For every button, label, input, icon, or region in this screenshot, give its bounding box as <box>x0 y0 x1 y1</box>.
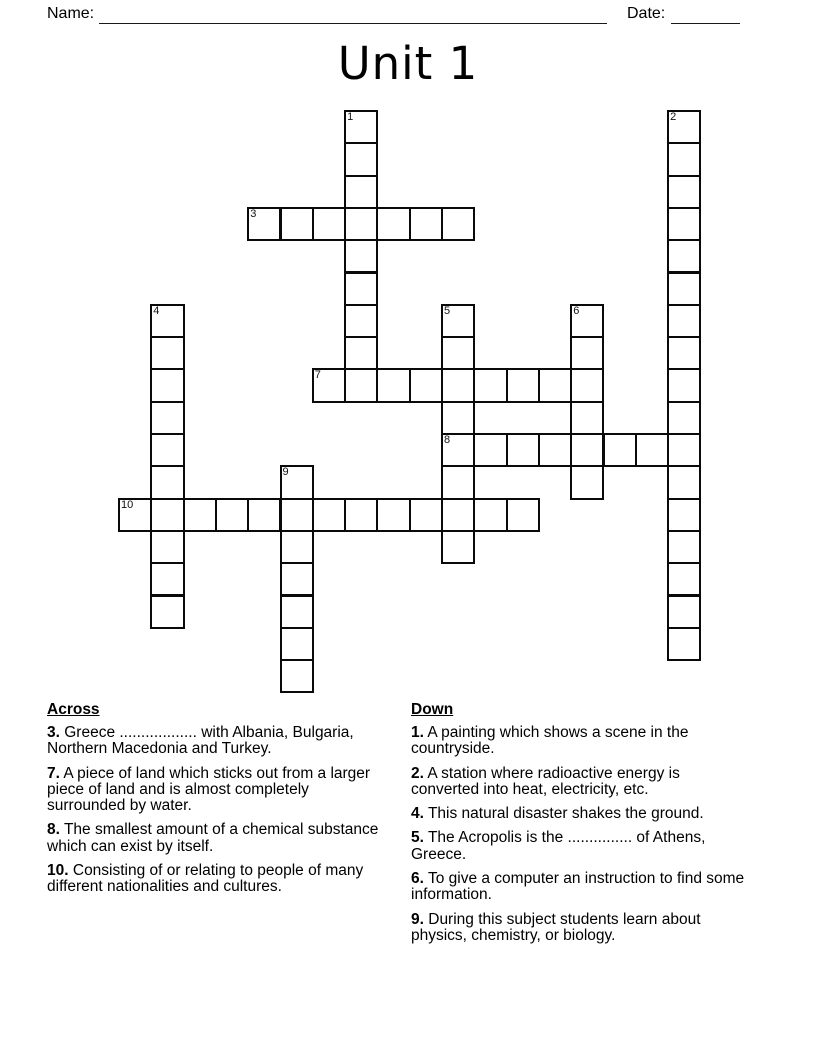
grid-cell[interactable] <box>150 530 184 564</box>
clue-number: 9. <box>411 910 424 928</box>
grid-cell[interactable] <box>247 498 281 532</box>
clue-down-9: 9. During this subject students learn about physics, chemistry, or biology. <box>411 910 701 944</box>
grid-cell[interactable] <box>409 498 443 532</box>
clue-across-10: 10. Consisting of or relating to people of many different nationalities and cultures. <box>47 862 364 896</box>
grid-cell[interactable] <box>344 272 378 306</box>
grid-cell[interactable] <box>150 401 184 435</box>
clue-down-5: 5. The Acropolis is the ............... of Athens, Greece. <box>411 829 706 863</box>
clue-number: 3. <box>47 724 60 741</box>
down-heading: Down <box>411 701 454 718</box>
grid-cell[interactable] <box>667 401 701 435</box>
grid-cell[interactable] <box>441 336 475 370</box>
cell-number: 8 <box>444 434 451 446</box>
grid-cell[interactable] <box>150 595 184 629</box>
grid-cell[interactable] <box>150 304 184 338</box>
grid-cell[interactable] <box>344 336 378 370</box>
grid-cell[interactable] <box>506 433 540 467</box>
grid-cell[interactable] <box>441 207 475 241</box>
cell-number: 10 <box>121 498 134 511</box>
across-clues-list <box>47 725 381 896</box>
grid-cell[interactable] <box>570 401 604 435</box>
grid-cell[interactable] <box>150 498 184 532</box>
grid-cell[interactable] <box>441 498 475 532</box>
grid-cell[interactable] <box>441 530 475 564</box>
grid-cell[interactable] <box>344 368 378 402</box>
grid-cell[interactable] <box>441 304 475 338</box>
grid-cell[interactable] <box>409 207 443 241</box>
clue-down-1: 1. A painting which shows a scene in the countryside. <box>411 724 689 758</box>
grid-cell[interactable] <box>667 336 701 370</box>
grid-cell[interactable] <box>667 239 701 273</box>
clue-across-8: 8. The smallest amount of a chemical substance which can exist by itself. <box>47 821 379 855</box>
clue-across-7: 7. A piece of land which sticks out from a larger piece of land and is almost completely surrounded by water. <box>47 764 371 815</box>
grid-cell[interactable] <box>280 530 314 564</box>
grid-cell[interactable] <box>667 142 701 176</box>
clue-down-6: 6. To give a computer an instruction to find some information. <box>411 870 745 904</box>
grid-cell[interactable] <box>150 368 184 402</box>
grid-cell[interactable] <box>667 498 701 532</box>
grid-cell[interactable] <box>280 465 314 499</box>
name-label: Name: <box>47 5 95 22</box>
grid-cell[interactable] <box>312 368 346 402</box>
grid-cell[interactable] <box>667 562 701 596</box>
grid-cell[interactable] <box>376 368 410 402</box>
cell-number: 7 <box>314 369 321 382</box>
grid-cell[interactable] <box>376 207 410 241</box>
grid-cell[interactable] <box>409 368 443 402</box>
grid-cell[interactable] <box>150 465 184 499</box>
grid-cell[interactable] <box>344 142 378 176</box>
cell-number: 2 <box>670 111 677 123</box>
grid-cell[interactable] <box>667 595 701 629</box>
clue-number: 5. <box>411 829 424 847</box>
grid-cell[interactable] <box>441 368 475 402</box>
grid-cell[interactable] <box>667 272 701 306</box>
grid-cell[interactable] <box>667 175 701 209</box>
grid-cell[interactable] <box>667 627 701 661</box>
grid-cell[interactable] <box>280 659 314 693</box>
down-clues-list <box>411 725 745 944</box>
grid-cell[interactable] <box>441 465 475 499</box>
clue-number: 7. <box>47 764 60 782</box>
grid-cell[interactable] <box>344 304 378 338</box>
clue-number: 1. <box>411 724 424 741</box>
grid-cell[interactable] <box>538 433 572 467</box>
cell-number: 3 <box>250 207 257 220</box>
grid-cell[interactable] <box>667 207 701 241</box>
grid-cell[interactable] <box>506 498 540 532</box>
page-title: Unit 1 <box>337 37 479 90</box>
down-clues-section <box>411 701 745 952</box>
grid-cell[interactable] <box>603 433 637 467</box>
grid-cell[interactable] <box>344 498 378 532</box>
grid-cell[interactable] <box>667 465 701 499</box>
grid-cell[interactable] <box>667 368 701 402</box>
grid-cell[interactable] <box>150 433 184 467</box>
grid-cell[interactable] <box>280 207 314 241</box>
grid-cell[interactable] <box>376 498 410 532</box>
cell-number: 4 <box>153 304 160 317</box>
clue-number: 4. <box>411 805 424 823</box>
grid-cell[interactable] <box>473 368 507 402</box>
cell-number: 5 <box>444 304 451 317</box>
grid-cell[interactable] <box>312 207 346 241</box>
cell-number: 1 <box>347 111 354 123</box>
clue-across-3: 3. Greece .................. with Albania, Bulgaria, Northern Macedonia and Turkey. <box>47 724 354 758</box>
grid-cell[interactable] <box>538 368 572 402</box>
clue-number: 10. <box>47 862 69 880</box>
grid-cell[interactable] <box>150 336 184 370</box>
grid-cell[interactable] <box>215 498 249 532</box>
across-clues-section <box>47 701 381 904</box>
grid-cell[interactable] <box>667 433 701 467</box>
cell-number: 9 <box>282 466 289 479</box>
cell-number: 6 <box>573 304 580 317</box>
grid-cell[interactable] <box>570 304 604 338</box>
clue-number: 8. <box>47 821 60 839</box>
grid-cell[interactable] <box>344 175 378 209</box>
grid-cell[interactable] <box>150 562 184 596</box>
clue-down-4: 4. This natural disaster shakes the ground. <box>411 805 704 823</box>
grid-cell[interactable] <box>667 530 701 564</box>
grid-cell[interactable] <box>247 207 281 241</box>
grid-cell[interactable] <box>506 368 540 402</box>
date-label: Date: <box>627 5 666 22</box>
grid-cell[interactable] <box>570 336 604 370</box>
grid-cell[interactable] <box>635 433 669 467</box>
grid-cell[interactable] <box>570 433 604 467</box>
grid-cell[interactable] <box>570 465 604 499</box>
grid-cell[interactable] <box>312 498 346 532</box>
grid-cell[interactable] <box>118 498 152 532</box>
clue-number: 2. <box>411 764 424 782</box>
grid-cell[interactable] <box>280 498 314 532</box>
grid-cell[interactable] <box>344 207 378 241</box>
grid-cell[interactable] <box>473 433 507 467</box>
grid-cell[interactable] <box>441 401 475 435</box>
grid-cell[interactable] <box>280 627 314 661</box>
grid-cell[interactable] <box>183 498 217 532</box>
across-heading: Across <box>47 701 100 718</box>
grid-cell[interactable] <box>280 562 314 596</box>
grid-cell[interactable] <box>441 433 475 467</box>
clue-number: 6. <box>411 870 424 888</box>
grid-cell[interactable] <box>667 110 701 144</box>
grid-cell[interactable] <box>280 595 314 629</box>
grid-cell[interactable] <box>344 239 378 273</box>
grid-cell[interactable] <box>344 110 378 144</box>
grid-cell[interactable] <box>570 368 604 402</box>
grid-cell[interactable] <box>473 498 507 532</box>
clue-down-2: 2. A station where radioactive energy is converted into heat, electricity, etc. <box>411 764 680 798</box>
grid-cell[interactable] <box>667 304 701 338</box>
